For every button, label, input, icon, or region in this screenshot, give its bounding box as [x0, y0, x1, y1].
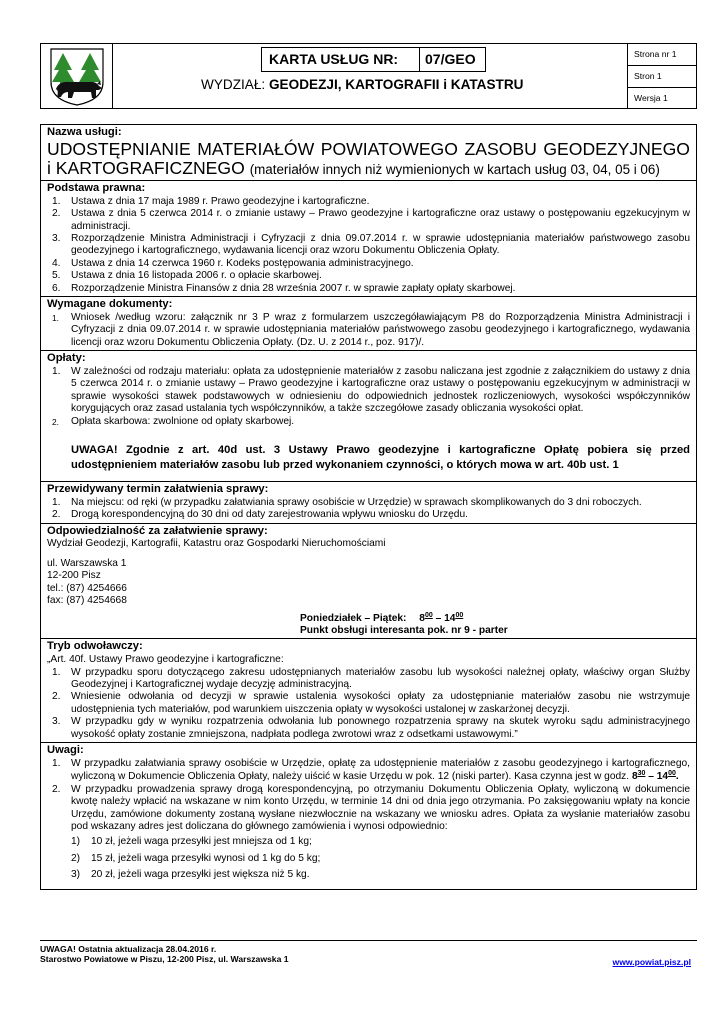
section-legal-basis [41, 180, 696, 296]
list-item-text: Ustawa z dnia 16 listopada 2006 r. o opłacie skarbowej. [71, 270, 322, 282]
service-name [47, 140, 690, 179]
office-phone: tel.: (87) 4254666 [47, 582, 127, 594]
list-item-text: W zależności od rodzaju materiału: opłata za udostępnienie materiałów z zasobu naliczana jest zgodnie z załącznikiem do ustawy z dnia 5 czerwca 2014 r. o zmianie ustawy – Prawo geodezyjne i kartograficzne oraz ustawy o postępowaniu egzekucyjnym w administracji w sprawie wysokości stawek podstawowych w odniesieniu do odpowiednich jednostek rozliczeniowych, wysokości współczynników korygujących oraz zasad ustalania tych współczynników, a także szczegółowe zasady obliczania wysokości opłat. [71, 365, 690, 415]
list-item: 4. Ustawa z dnia 14 czerwca 1960 r. Kodeks postępowania administracyjnego. [52, 257, 414, 269]
list-item: 3. W przypadku gdy w wyniku rozpatrzenia odwołania lub ponownego rozpatrzenia sprawy na skutek wyroku sądu administracyjnego wysokość opłaty zostanie zmniejszona, nadpłata podlega zwrotowi wraz z odsetkami ustawowymi.” [52, 716, 690, 740]
service-card-body [40, 124, 697, 890]
list-item-text: 20 zł, jeżeli waga przesyłki jest większa niż 5 kg. [91, 869, 310, 881]
office-days: Poniedziałek – Piątek: [300, 612, 407, 624]
section-fees [41, 350, 696, 481]
office-desk: Punkt obsługi interesanta pok. nr 9 - parter [300, 624, 508, 636]
fees-warning: UWAGA! Zgodnie z art. 40d ust. 3 Ustawy Prawo geodezyjne i kartograficzne Opłatę pobiera się przed udostępnieniem materiałów zasobu lub przed wykonaniem czynności, o których mowa w art. 40b ust. 1 [71, 444, 690, 471]
list-item-text: 15 zł, jeżeli waga przesyłki wynosi od 1 kg do 5 kg; [91, 852, 321, 864]
term-list [47, 497, 690, 522]
website-link[interactable]: www.powiat.pisz.pl [612, 957, 691, 967]
office-street: ul. Warszawska 1 [47, 557, 127, 569]
page-count: Stron 1 [628, 65, 696, 86]
service-name-note: (materiałów innych niż wymienionych w kartach usług 03, 04, 05 i 06) [249, 162, 660, 178]
list-item: 6. Rozporządzenie Ministra Finansów z dnia 28 września 2007 r. w sprawie zapłaty opłaty skarbowej. [52, 282, 516, 294]
list-item [71, 852, 690, 868]
list-item: 2. Ustawa z dnia 5 czerwca 2014 r. o zmianie ustawy – Prawo geodezyjne i kartograficzne oraz ustawy o postępowaniu egzekucyjnym w administracji. [52, 208, 690, 232]
hour-to-minutes: 00 [455, 611, 464, 619]
department-line [201, 77, 524, 94]
section-term [41, 481, 696, 523]
card-number: 07/GEO [425, 51, 476, 67]
page-number: Strona nr 1 [634, 49, 677, 59]
section-notes [41, 742, 696, 889]
list-item: 2. Drogą korespondencyjną do 30 dni od daty zarejestrowania wpływu wniosku do Urzędu. [52, 509, 468, 521]
department-name: GEODEZJI, KARTOGRAFII i KATASTRU [268, 77, 524, 92]
list-item: 2. W przypadku prowadzenia sprawy drogą korespondencyjną, po otrzymaniu Dokumentu Obliczenia Opłaty, wyliczoną w dokumencie kwotę należy wpłacić na wskazane w nim konto Urzędu, w terminie 14 dni od dnia jego otrzymania. Po zaksięgowaniu wpłaty na koncie Urzędu, zamówione dokumenty zostaną wysłane niezwłocznie na wskazany we wniosku adres. Opłata za wysłanie materiałów zasobu pod wskazany adres jest doliczana do głównego zamówienia i wynosi odpowiednio: 1) 10 zł, jeżeli waga przesyłki jest mniejsza od 1 kg; 2) 15 zł, jeżeli waga przesyłki wynosi od 1 kg do 5 kg; 3) 20 zł, jeżeli waga przesyłki jest większa niż 5 kg. [47, 784, 690, 885]
list-item-text: Wniesienie odwołania od decyzji w sprawie ustalenia wysokości opłaty za udostępnianie materiałów zasobu nie wstrzymuje udostępnienia tych materiałów, pod warunkiem uiszczenia opłaty w wysokości ustalonej w zaskarżonej decyzji. [71, 691, 690, 715]
appeal-intro: „Art. 40f. Ustawy Prawo geodezyjne i kartograficzne: [47, 654, 284, 666]
office-name: Wydział Geodezji, Kartografii, Katastru oraz Gospodarki Nieruchomościami [47, 538, 386, 550]
cash-from: 8 [631, 771, 638, 783]
list-item-text: Ustawa z dnia 5 czerwca 2014 r. o zmianie ustawy – Prawo geodezyjne i kartograficzne oraz ustawy o postępowaniu egzekucyjnym w administracji. [71, 208, 690, 232]
list-item-text: Rozporządzenie Ministra Administracji i Cyfryzacji z dnia 09.07.2014 r. w sprawie udostępniania materiałów państwowego zasobu geodezyjnego i kartograficznego, wydawania licencji oraz wzoru Dokumentu Obliczenia Opłaty. [71, 233, 690, 257]
office-city: 12-200 Pisz [47, 570, 101, 582]
list-item-number: 3) [71, 869, 81, 881]
list-item: 5. Ustawa z dnia 16 listopada 2006 r. o opłacie skarbowej. [52, 270, 322, 282]
list-item-text: Na miejscu: od ręki (w przypadku załatwiania sprawy osobiście w Urzędzie) w sprawach skomplikowanych do 3 dni roboczych. [71, 496, 642, 508]
fees-title: Opłaty: [47, 352, 86, 365]
required-documents-title: Wymagane dokumenty: [47, 298, 173, 311]
section-appeal [41, 638, 696, 742]
list-item: 1. Na miejscu: od ręki (w przypadku załatwiania sprawy osobiście w Urzędzie) w sprawach skomplikowanych do 3 dni roboczych. [52, 496, 642, 508]
coat-of-arms-logo [41, 44, 113, 108]
required-documents-list [47, 312, 690, 349]
cash-hours: $8^{30} - 14^{00}$. [631, 770, 679, 783]
hour-from: 8 [419, 612, 425, 624]
list-item-text: W przypadku sporu dotyczącego zakresu udostępnianych materiałów zasobu lub wysokości należnej opłaty, właściwy organ Służby Geodezyjnej i Kartograficznej wydaje decyzję administracyjną. [71, 666, 690, 690]
appeal-list [47, 667, 690, 742]
legal-basis-title: Podstawa prawna: [47, 182, 146, 195]
service-name-title: UDOSTĘPNIANIE MATERIAŁÓW POWIATOWEGO ZASOBU GEODEZYJNEGO i KARTOGRAFICZNEGO [47, 138, 690, 179]
list-item-text: W przypadku gdy w wyniku rozpatrzenia odwołania lub ponownego rozpatrzenia sprawy na skutek wyroku sądu administracyjnego wysokość opłaty zostanie zmniejszona, nadpłata podlega zwrotowi wraz z odsetkami ustawowymi.” [71, 716, 690, 740]
list-item-text: W przypadku prowadzenia sprawy drogą korespondencyjną, po otrzymaniu Dokumentu Obliczenia Opłaty, wyliczoną w dokumencie kwotę należy wpłacić na wskazane w nim konto Urzędu, w terminie 14 dni od dnia jego otrzymania. Po zaksięgowaniu wpłaty na koncie Urzędu, zamówione dokumenty zostaną wysłane niezwłocznie na wskazany we wniosku adres. Opłata za wysłanie materiałów zasobu pod wskazany adres jest doliczana do głównego zamówienia i wynosi odpowiednio: [71, 783, 690, 832]
hour-from-minutes: 00 [424, 611, 433, 619]
list-item-number: 2) [71, 852, 81, 864]
list-item: 2. Opłata skarbowa: zwolnione od opłaty skarbowej. [52, 415, 295, 427]
document-header [40, 43, 697, 109]
office-address: Starostwo Powiatowe w Piszu, 12-200 Pisz, ul. Warszawska 1 [40, 954, 289, 965]
section-required-documents [41, 296, 696, 350]
list-item-text: Wniosek /według wzoru: załącznik nr 3 P wraz z formularzem uszczegóławiającym P8 do Rozporządzenia Ministra Administracji i Cyfryzacji z dnia 09.07.2014 r. w sprawie udostępniania materiałów państwowego zasobu geodezyjnego i kartograficznego, wydawania licencji oraz wzoru Dokumentu Obliczenia Opłaty. (Dz. U. z 2014 r., poz. 917)/. [71, 311, 690, 348]
coat-of-arms-icon [41, 44, 113, 108]
notes-list [47, 758, 690, 885]
cash-to-minutes: 00 [668, 770, 676, 778]
list-item-text: Ustawa z dnia 14 czerwca 1960 r. Kodeks postępowania administracyjnego. [71, 257, 414, 269]
fees-list [47, 366, 690, 428]
list-item [71, 835, 690, 851]
service-name-label: Nazwa usługi: [47, 126, 122, 138]
cash-to: – 14 [645, 771, 669, 783]
responsibility-title: Odpowiedzialność za załatwienie sprawy: [47, 524, 268, 537]
last-update: UWAGA! Ostatnia aktualizacja 28.04.2016 r. [40, 944, 217, 954]
section-service-name [41, 125, 696, 180]
shipping-fee-list [71, 835, 690, 884]
list-item: 1. W zależności od rodzaju materiału: opłata za udostępnienie materiałów z zasobu naliczana jest zgodnie z załącznikiem do ustawy z dnia 5 czerwca 2014 r. o zmianie ustawy – Prawo geodezyjne i kartograficzne oraz ustawy o postępowaniu egzekucyjnym w administracji w sprawie wysokości stawek podstawowych w odniesieniu do odpowiednich jednostek rozliczeniowych, wysokości współczynników korygujących oraz zasad ustalania tych współczynników, a także szczegółowe zasady obliczania wysokości opłat. [52, 365, 690, 415]
office-hours-range [419, 612, 463, 625]
version: Wersja 1 [628, 87, 696, 108]
list-item: 2. Wniesienie odwołania od decyzji w sprawie ustalenia wysokości opłaty za udostępnianie materiałów zasobu nie wstrzymuje udostępnienia tych materiałów, pod warunkiem uiszczenia opłaty w wysokości ustalonej w zaskarżonej decyzji. [52, 691, 690, 715]
page-meta-box [627, 44, 696, 108]
list-item [71, 868, 690, 884]
office-fax: fax: (87) 4254668 [47, 595, 127, 607]
notes-title: Uwagi: [47, 744, 84, 757]
list-item-text: Drogą korespondencyjną do 30 dni od daty zarejestrowania wpływu wniosku do Urzędu. [71, 509, 468, 521]
appeal-title: Tryb odwoławczy: [47, 640, 143, 653]
section-responsibility [41, 523, 696, 639]
list-item: 1. W przypadku załatwiania sprawy osobiście w Urzędzie, opłatę za udostępnienie materiałów z zasobu geodezyjnego i kartograficznego, wyliczoną w Dokumencie Obliczenia Opłaty, należy uiścić w kasie Urzędu w pok. 12 (niski parter). Kasa czynna jest w godz. $8^{30} - 14^{00}$. [52, 757, 690, 783]
list-item: 1. W przypadku sporu dotyczącego zakresu udostępnianych materiałów zasobu lub wysokości należnej opłaty, właściwy organ Służby Geodezyjnej i Kartograficznej wydaje decyzję administracyjną. [52, 666, 690, 690]
service-card-number-box [261, 47, 486, 72]
legal-basis-list [47, 196, 690, 296]
list-item-text: 10 zł, jeżeli waga przesyłki jest mniejsza od 1 kg; [91, 836, 312, 848]
list-item: 1. Ustawa z dnia 17 maja 1989 r. Prawo geodezyjne i kartograficzne. [52, 195, 370, 207]
list-item-text: Ustawa z dnia 17 maja 1989 r. Prawo geodezyjne i kartograficzne. [71, 195, 370, 207]
term-title: Przewidywany termin załatwienia sprawy: [47, 483, 269, 496]
office-hours [47, 612, 690, 638]
document-footer [40, 940, 697, 965]
list-item-text: Rozporządzenie Ministra Finansów z dnia 28 września 2007 r. w sprawie zapłaty opłaty skarbowej. [71, 282, 516, 294]
list-item-text: W przypadku załatwiania sprawy osobiście w Urzędzie, opłatę za udostępnienie materiałów z zasobu geodezyjnego i kartograficznego, wyliczoną w Dokumencie Obliczenia Opłaty, należy uiścić w kasie Urzędu w pok. 12 (niski parter). Kasa czynna jest w godz. [71, 757, 690, 783]
list-item-number: 1) [71, 836, 81, 848]
cash-from-minutes: 30 [637, 770, 646, 778]
card-label: KARTA USŁUG NR: [262, 48, 420, 71]
list-item: 3. Rozporządzenie Ministra Administracji i Cyfryzacji z dnia 09.07.2014 r. w sprawie udostępniania materiałów państwowego zasobu geodezyjnego i kartograficznego, wydawania licencji oraz wzoru Dokumentu Obliczenia Opłaty. [52, 233, 690, 257]
department-prefix: WYDZIAŁ: [201, 77, 266, 92]
list-item: 1. Wniosek /według wzoru: załącznik nr 3 P wraz z formularzem uszczegóławiającym P8 do Rozporządzenia Ministra Administracji i Cyfryzacji z dnia 09.07.2014 r. w sprawie udostępniania materiałów państwowego zasobu geodezyjnego i kartograficznego, wydawania licencji oraz wzoru Dokumentu Obliczenia Opłaty. (Dz. U. z 2014 r., poz. 917)/. [52, 311, 690, 348]
list-item-text: Opłata skarbowa: zwolnione od opłaty skarbowej. [71, 415, 295, 427]
hour-to: – 14 [432, 612, 456, 624]
